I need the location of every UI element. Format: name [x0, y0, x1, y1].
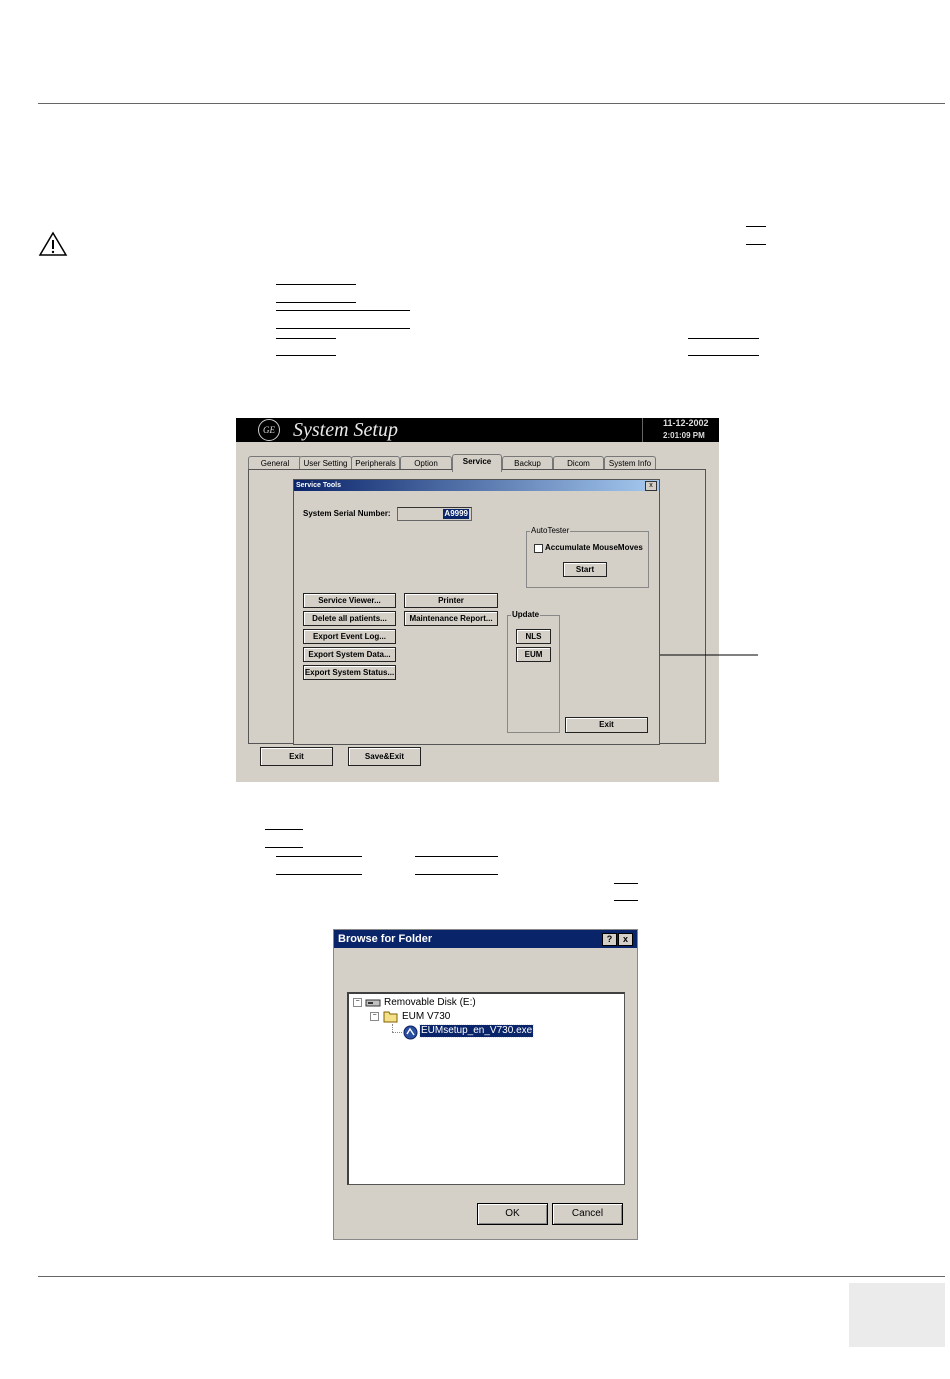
- tree-connector: [392, 1024, 393, 1032]
- browse-folder-title: Browse for Folder: [338, 933, 433, 945]
- tree-item-removable-disk[interactable]: Removable Disk (E:): [384, 997, 476, 1008]
- service-tools-dialog: [293, 479, 660, 745]
- setup-exe-icon: [403, 1025, 418, 1040]
- update-label: Update: [512, 610, 540, 619]
- close-icon[interactable]: x: [618, 933, 633, 946]
- tree-connector: [392, 1032, 402, 1033]
- export-system-data-button[interactable]: Export System Data...: [303, 647, 396, 662]
- time-display: 2:01:09 PM: [663, 431, 705, 440]
- text-underline: [688, 355, 759, 356]
- service-tools-title: Service Tools: [296, 482, 342, 489]
- folder-open-icon: [383, 1010, 399, 1023]
- tab-general[interactable]: General: [248, 456, 302, 471]
- serial-number-label: System Serial Number:: [303, 509, 391, 518]
- text-underline: [746, 226, 766, 227]
- header-rule: [38, 103, 945, 104]
- text-underline: [614, 883, 638, 884]
- cancel-button[interactable]: Cancel: [552, 1203, 623, 1225]
- text-underline: [276, 874, 362, 875]
- text-underline: [276, 310, 410, 311]
- browse-folder-titlebar: [334, 930, 637, 948]
- help-icon[interactable]: ?: [602, 933, 617, 946]
- autotester-label: AutoTester: [531, 526, 570, 535]
- save-exit-button[interactable]: Save&Exit: [348, 747, 421, 766]
- tab-backup[interactable]: Backup: [502, 456, 553, 471]
- accumulate-label: Accumulate MouseMoves: [545, 543, 643, 552]
- serial-number-field[interactable]: [397, 507, 472, 521]
- autotester-group: [526, 526, 649, 588]
- system-setup-screen: [236, 418, 719, 782]
- start-button[interactable]: Start: [563, 562, 607, 577]
- export-system-status-button[interactable]: Export System Status...: [303, 665, 396, 680]
- folder-tree[interactable]: [347, 992, 625, 1185]
- screen-title: System Setup: [293, 419, 398, 441]
- text-underline: [688, 338, 759, 339]
- exit-button[interactable]: Exit: [260, 747, 333, 766]
- text-underline: [276, 856, 362, 857]
- accumulate-checkbox[interactable]: [534, 544, 543, 553]
- browse-folder-dialog: [333, 929, 638, 1240]
- title-bar: [236, 418, 719, 442]
- nls-button[interactable]: NLS: [516, 629, 551, 644]
- collapse-icon[interactable]: −: [370, 1012, 379, 1021]
- text-underline: [276, 355, 336, 356]
- eum-button[interactable]: EUM: [516, 647, 551, 662]
- tree-item-setup-exe[interactable]: EUMsetup_en_V730.exe: [421, 1025, 533, 1036]
- maintenance-report-button[interactable]: Maintenance Report...: [404, 611, 498, 626]
- text-underline: [415, 874, 498, 875]
- footer-rule: [38, 1276, 945, 1277]
- text-underline: [265, 847, 303, 848]
- tab-system-info[interactable]: System Info: [604, 456, 656, 471]
- close-icon[interactable]: x: [645, 481, 657, 491]
- tab-service[interactable]: Service: [452, 454, 502, 472]
- tree-item-eum-folder[interactable]: EUM V730: [402, 1011, 451, 1022]
- text-underline: [276, 338, 336, 339]
- tab-peripherals[interactable]: Peripherals: [351, 456, 400, 471]
- drive-icon: [365, 997, 381, 1008]
- tab-dicom[interactable]: Dicom: [553, 456, 604, 471]
- text-underline: [276, 284, 356, 285]
- text-underline: [746, 244, 766, 245]
- export-event-log-button[interactable]: Export Event Log...: [303, 629, 396, 644]
- update-group: [507, 610, 560, 733]
- page-number-box: [849, 1283, 945, 1347]
- ge-logo-icon: GE: [258, 419, 280, 441]
- printer-button[interactable]: Printer: [404, 593, 498, 608]
- text-underline: [265, 829, 303, 830]
- text-underline: [614, 900, 638, 901]
- service-tools-titlebar: [294, 480, 659, 491]
- ok-button[interactable]: OK: [477, 1203, 548, 1225]
- collapse-icon[interactable]: −: [353, 998, 362, 1007]
- service-exit-button[interactable]: Exit: [565, 717, 648, 733]
- text-underline: [276, 302, 356, 303]
- serial-number-value: A9999: [444, 509, 468, 518]
- warning-triangle-icon: [38, 231, 68, 257]
- tab-user-setting[interactable]: User Setting: [299, 456, 352, 471]
- service-viewer-button[interactable]: Service Viewer...: [303, 593, 396, 608]
- text-underline: [276, 328, 410, 329]
- datetime-box: [642, 418, 719, 442]
- tab-option[interactable]: Option: [400, 456, 452, 471]
- date-display: 11-12-2002: [663, 418, 709, 428]
- delete-all-patients-button[interactable]: Delete all patients...: [303, 611, 396, 626]
- text-underline: [415, 856, 498, 857]
